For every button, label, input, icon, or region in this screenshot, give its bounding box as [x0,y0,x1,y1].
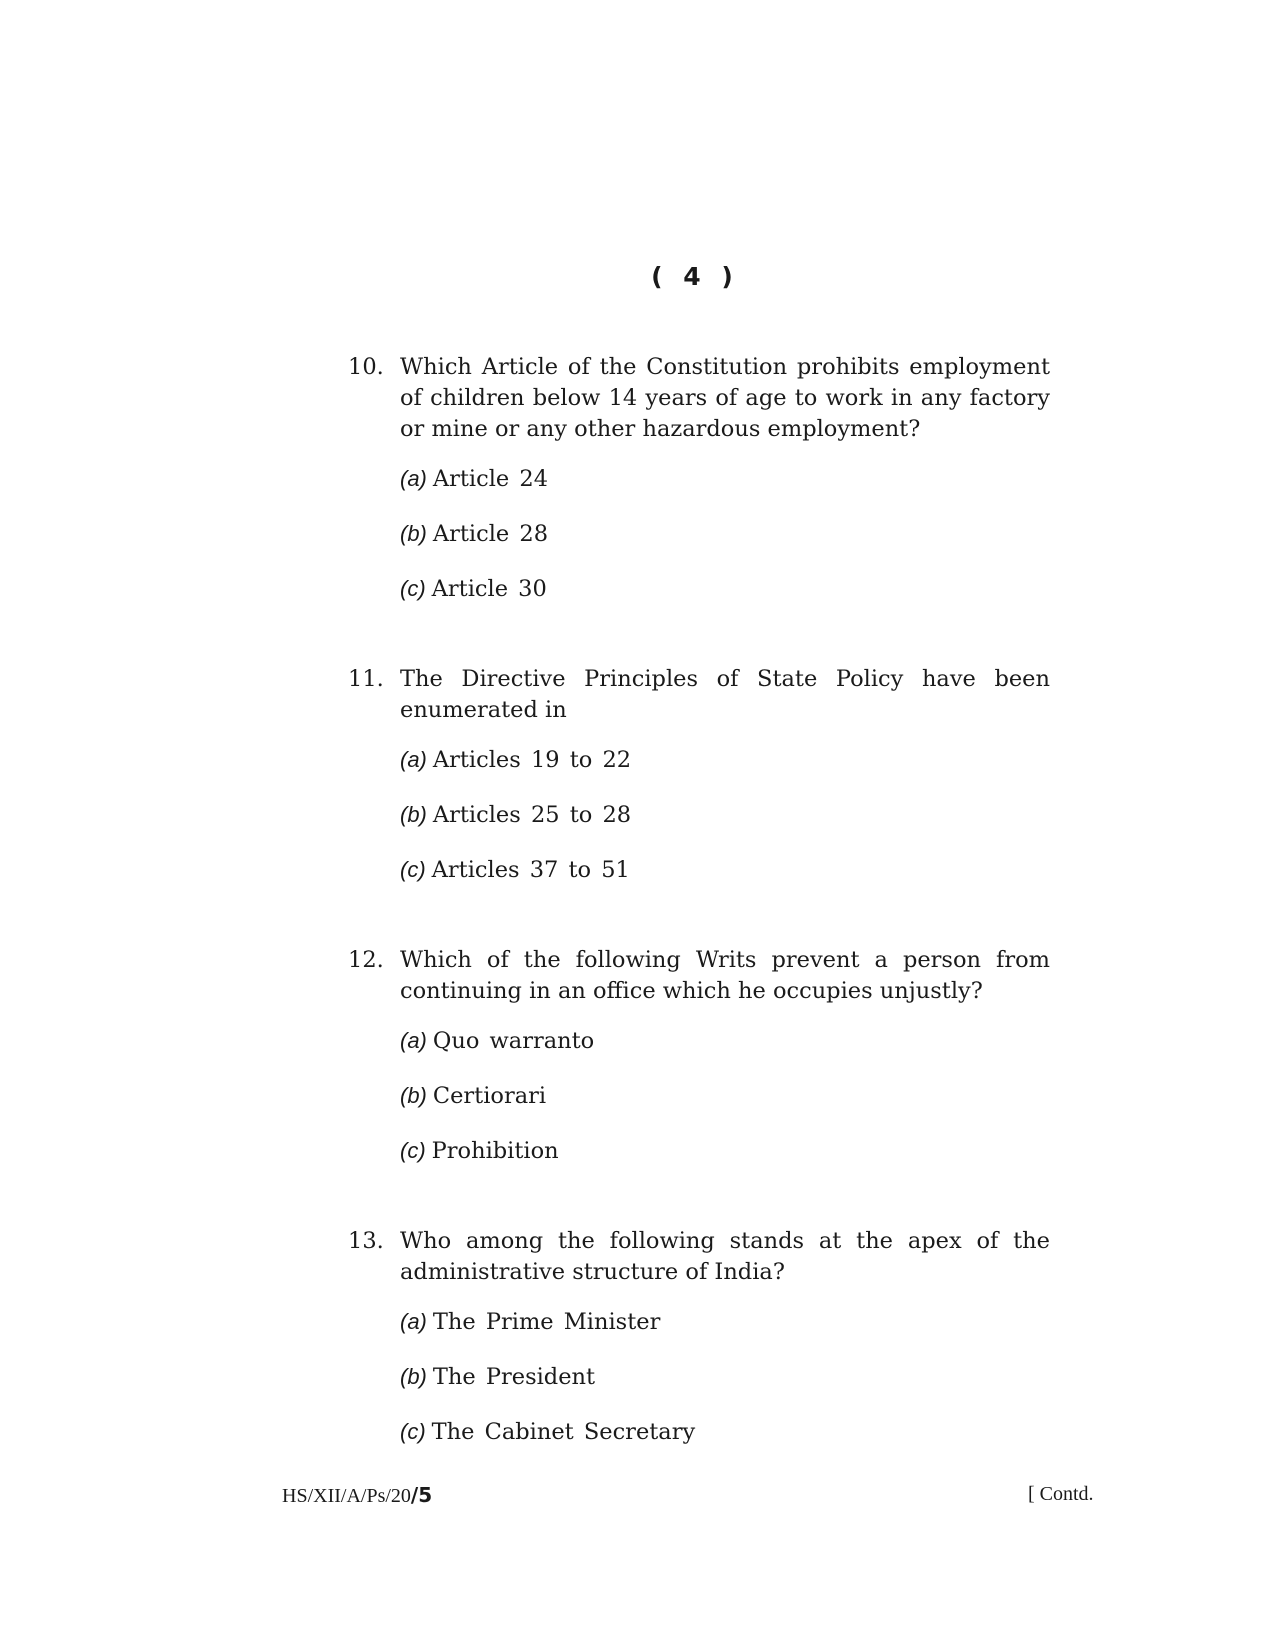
option-b [400,1361,1050,1416]
page-number: ( 4 ) [651,262,739,291]
option-letter: (b) [400,802,427,827]
paper-code [282,1483,432,1508]
question-number: 11. [348,666,384,692]
option-letter: (b) [400,1083,427,1108]
option-letter: (c) [400,857,426,882]
option-letter: (c) [400,576,426,601]
option-text: Quo warranto [432,1028,595,1054]
paper-code-prefix: HS/XII/A/Ps/20 [282,1485,411,1507]
option-c [400,1416,1050,1471]
option-a [400,463,1050,518]
option-c [400,573,1050,628]
contd-label: [ Contd. [1028,1483,1094,1505]
option-letter: (c) [400,1138,426,1163]
option-text: Articles 37 to 51 [431,857,630,883]
option-letter: (c) [400,1419,426,1444]
question-10 [348,352,1050,628]
question-body [400,664,1050,909]
question-number: 10. [348,354,384,380]
question-11 [348,664,1050,909]
question-text: The Directive Principles of State Policy have been enumerated in [400,666,1050,723]
option-text: Articles 25 to 28 [432,802,632,828]
question-body [400,352,1050,628]
option-a [400,1306,1050,1361]
option-a [400,744,1050,799]
question-body [400,1226,1050,1471]
question-text: Which Article of the Constitution prohibits employment of children below 14 years of age to work in any factory or mine or any other hazardous employment? [400,354,1050,442]
option-text: Article 28 [432,521,549,547]
question-body [400,945,1050,1190]
option-b [400,1080,1050,1135]
option-c [400,1135,1050,1190]
option-c [400,854,1050,909]
option-a [400,1025,1050,1080]
question-13 [348,1226,1050,1471]
option-text: Article 30 [431,576,547,602]
option-text: The President [432,1364,596,1390]
option-text: Prohibition [431,1138,559,1164]
option-letter: (b) [400,521,427,546]
option-letter: (b) [400,1364,427,1389]
option-text: Certiorari [432,1083,547,1109]
option-text: Article 24 [432,466,549,492]
option-letter: (a) [400,1309,427,1334]
question-number: 13. [348,1228,384,1254]
option-letter: (a) [400,747,427,772]
option-text: Articles 19 to 22 [432,747,632,773]
option-text: The Prime Minister [432,1309,661,1335]
question-12 [348,945,1050,1190]
question-list [348,352,1050,1507]
option-letter: (a) [400,466,427,491]
question-text: Which of the following Writs prevent a person from continuing in an office which he occupies unjustly? [400,947,1050,1004]
option-b [400,518,1050,573]
option-letter: (a) [400,1028,427,1053]
paper-code-suffix: /5 [410,1483,433,1507]
question-text: Who among the following stands at the apex of the administrative structure of India? [400,1228,1050,1285]
option-text: The Cabinet Secretary [431,1419,696,1445]
option-b [400,799,1050,854]
question-number: 12. [348,947,384,973]
